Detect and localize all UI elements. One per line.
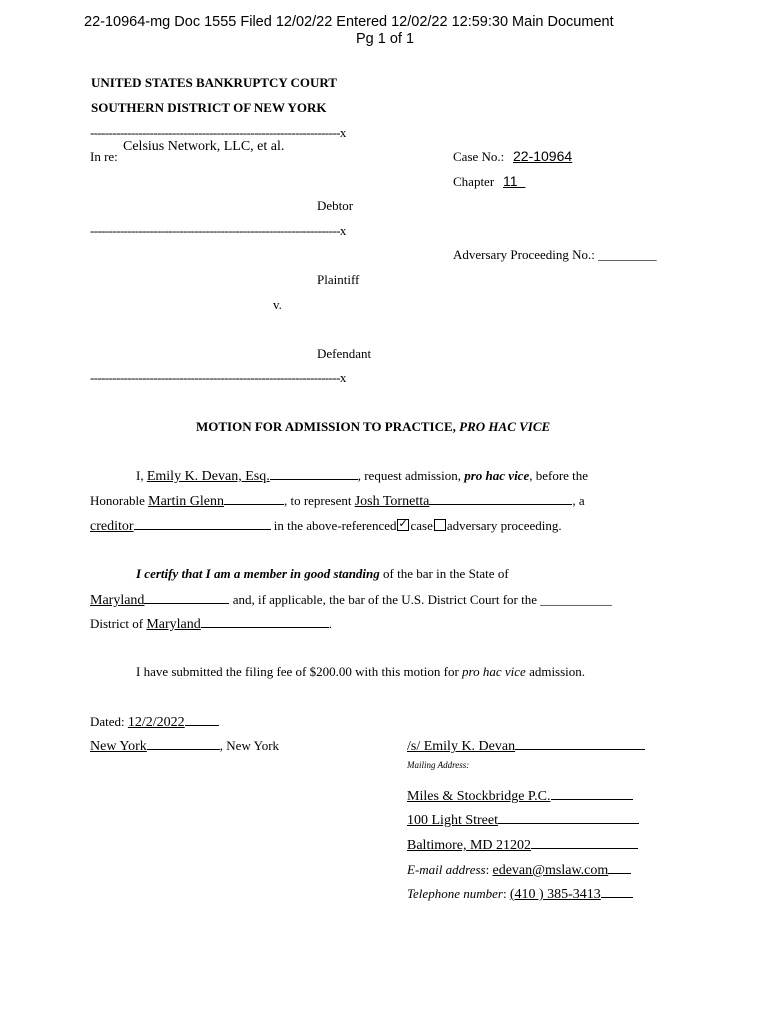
fee-suffix: admission. [529, 664, 586, 679]
judge-blank [224, 492, 284, 505]
in-re-label: In re: [90, 149, 118, 164]
fee-line [136, 664, 585, 680]
chapter-value: 11 [503, 173, 518, 189]
p3-mid: in the above-referenced [273, 518, 397, 533]
chapter-label: Chapter [453, 174, 495, 189]
certify-line-2 [90, 591, 612, 609]
p1-suffix: , before the [529, 468, 589, 483]
city-state-line [407, 836, 638, 854]
certify-line-2-text: and, if applicable, the bar of the U.S. District Court for the ___________ [232, 592, 612, 607]
debtor-label: Debtor [317, 198, 354, 213]
email-colon: : [485, 862, 490, 877]
phone-blank [601, 885, 633, 898]
check-mark-icon: ✓ [398, 518, 408, 530]
district-blank [201, 615, 329, 628]
caption-divider: -------------------------------------------------------------------x [90, 125, 346, 140]
city-state-field[interactable]: Baltimore, MD 21202 [407, 838, 532, 853]
phone-line [407, 885, 633, 903]
street-line [407, 811, 639, 829]
adversary-field[interactable]: Adversary Proceeding No.: _________ [453, 247, 657, 262]
request-line-1 [136, 467, 588, 485]
p2-mid: , to represent [283, 493, 352, 508]
certify-line-3: District of Maryland . [90, 616, 333, 632]
caption-divider-3: -------------------------------------------------------------------x [90, 370, 346, 385]
attorney-name-field[interactable]: Emily K. Devan, Esq. [146, 469, 270, 484]
bar-state-field[interactable]: Maryland [90, 593, 145, 608]
signature-field[interactable]: /s/ Emily K. Devan [407, 739, 516, 754]
case-checkbox[interactable] [397, 519, 409, 531]
firm-line [407, 787, 633, 805]
versus-label: v. [273, 297, 282, 312]
certify-line-1 [136, 566, 509, 582]
judge-name-field[interactable]: Martin Glenn [148, 494, 224, 509]
mailing-label: Mailing Address: [407, 760, 470, 770]
dated-field[interactable]: 12/2/2022 [127, 715, 185, 730]
dated-line [90, 713, 219, 731]
case-no-label: Case No.: [453, 149, 505, 164]
phone-label: Telephone number [407, 886, 503, 901]
email-field[interactable]: edevan@mslaw.com [492, 863, 609, 878]
city-state-blank [531, 836, 638, 849]
street-blank [498, 811, 639, 824]
p2-prefix: Honorable [90, 493, 145, 508]
district-field[interactable]: Maryland [146, 617, 201, 632]
email-line [407, 861, 631, 879]
district-label: District of [90, 616, 144, 631]
firm-field[interactable]: Miles & Stockbridge P.C. [407, 789, 551, 804]
signature-line [407, 737, 645, 755]
plaintiff-label: Plaintiff [317, 272, 360, 287]
state-text: , New York [219, 738, 280, 753]
bar-state-blank [144, 591, 229, 604]
adversary-option-label: adversary proceeding. [446, 518, 562, 533]
fee-prefix: I have submitted the filing fee of $200.00 with this motion for [136, 664, 459, 679]
court-name: UNITED STATES BANKRUPTCY COURT [91, 75, 337, 90]
attorney-name-blank [270, 467, 358, 480]
motion-title-prefix: MOTION FOR ADMISSION TO PRACTICE, [196, 419, 456, 434]
client-name-field[interactable]: Josh Tornetta [354, 494, 430, 509]
case-option-label: case [410, 518, 433, 533]
client-blank [429, 492, 572, 505]
request-line-2 [90, 492, 585, 510]
certify-rest: of the bar in the State of [383, 566, 509, 581]
court-district: SOUTHERN DISTRICT OF NEW YORK [91, 100, 327, 115]
client-role-field[interactable]: creditor [90, 519, 134, 534]
role-blank [134, 517, 271, 530]
p1-mid: , request admission, [357, 468, 461, 483]
street-field[interactable]: 100 Light Street [407, 813, 498, 828]
p2-suffix: , a [572, 493, 585, 508]
chapter-field[interactable] [503, 173, 525, 189]
dated-label: Dated: [90, 714, 125, 729]
phone-field[interactable]: (410 ) 385-3413 [509, 887, 601, 902]
city-blank [147, 737, 220, 750]
email-label: E-mail address [407, 862, 486, 877]
page-count: Pg 1 of 1 [356, 31, 415, 47]
in-re-field[interactable]: Celsius Network, LLC, et al. [123, 139, 285, 154]
phone-colon: : [502, 886, 507, 901]
certify-italic: I certify that I am a member in good standing [136, 566, 380, 581]
firm-blank [551, 787, 633, 800]
motion-title-italic: PRO HAC VICE [459, 419, 551, 434]
defendant-label: Defendant [317, 346, 372, 361]
filing-header: 22-10964-mg Doc 1555 Filed 12/02/22 Entered 12/02/22 12:59:30 Main Document [84, 14, 614, 30]
p1-phv: pro hac vice [464, 468, 530, 483]
motion-title [196, 419, 550, 435]
email-blank [608, 861, 631, 874]
p1-prefix: I, [136, 468, 144, 483]
caption-divider-2: -------------------------------------------------------------------x [90, 223, 346, 238]
city-field[interactable]: New York [90, 739, 147, 754]
case-no-field[interactable]: 22-10964 [513, 148, 573, 164]
dated-blank [185, 713, 219, 726]
location-line [90, 737, 279, 755]
fee-italic: pro hac vice [462, 664, 526, 679]
adversary-checkbox[interactable] [434, 519, 446, 531]
signature-blank [515, 737, 645, 750]
request-line-3 [90, 517, 562, 535]
